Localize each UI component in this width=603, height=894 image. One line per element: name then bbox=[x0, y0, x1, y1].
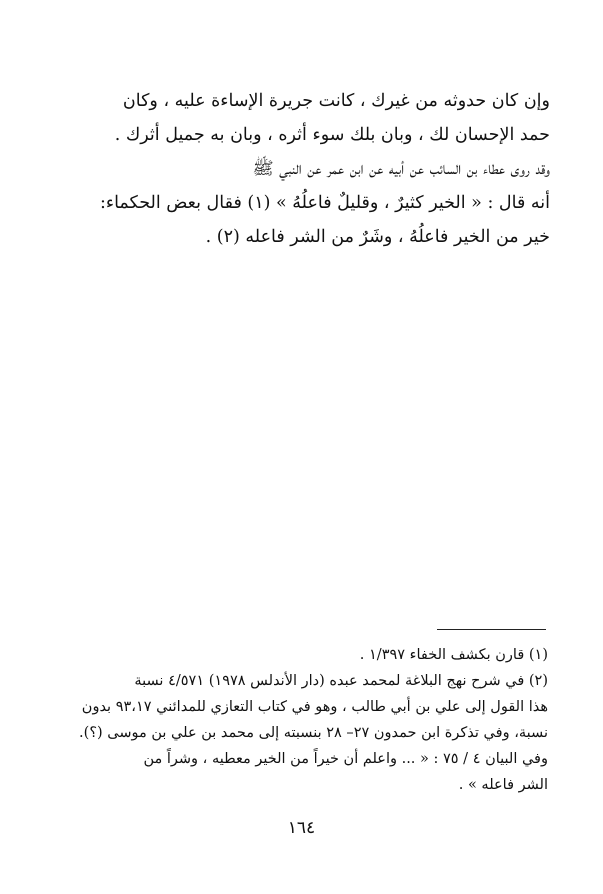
body-line-5: خير من الخير فاعلُهُ ، وشَرٌ من الشر فاعله (٢) . bbox=[205, 227, 550, 247]
main-text bbox=[66, 84, 550, 254]
footnote-2-cont-3: وفي البيان ٤ / ٧٥ : « ... واعلم أن خيراً من الخير معطيه ، وشراً من bbox=[143, 751, 548, 767]
body-line-1: وإن كان حدوثه من غيرك ، كانت جريرة الإساءة عليه ، وكان bbox=[122, 91, 550, 111]
body-line-2: حمد الإحسان لك ، وبان بلك سوء أثره ، وبان به جميل أثرك . bbox=[114, 125, 550, 145]
footnote-2-cont-4: الشر فاعله » . bbox=[458, 777, 548, 793]
page-number: ١٦٤ bbox=[287, 818, 316, 838]
footnote-2-cont-2: نسبة، وفي تذكرة ابن حمدون ٢٧– ٢٨ بنسبته إلى محمد بن علي بن موسى (؟). bbox=[79, 725, 548, 741]
footnote-1: (١) قارن بكشف الخفاء ١/٣٩٧ . bbox=[359, 647, 548, 663]
footnote-2-cont-1: هذا القول إلى علي بن أبي طالب ، وهو في كتاب التعازي للمدائني ٩٣،١٧ بدون bbox=[81, 699, 548, 715]
footnote-separator bbox=[437, 629, 546, 630]
footnote-2: (٢) في شرح نهج البلاغة لمحمد عبده (دار الأندلس ١٩٧٨) ٤/٥٧١ نسبة bbox=[134, 673, 548, 689]
body-line-4: أنه قال : « الخير كثيرٌ ، وقليلٌ فاعلُهُ » (١) فقال بعض الحكماء: bbox=[99, 193, 550, 213]
body-line-3: وقد روى عطاء بن السائب عن أبيه عن ابن عمر عن النبي ﷺ bbox=[252, 159, 550, 179]
footnotes bbox=[68, 642, 548, 798]
